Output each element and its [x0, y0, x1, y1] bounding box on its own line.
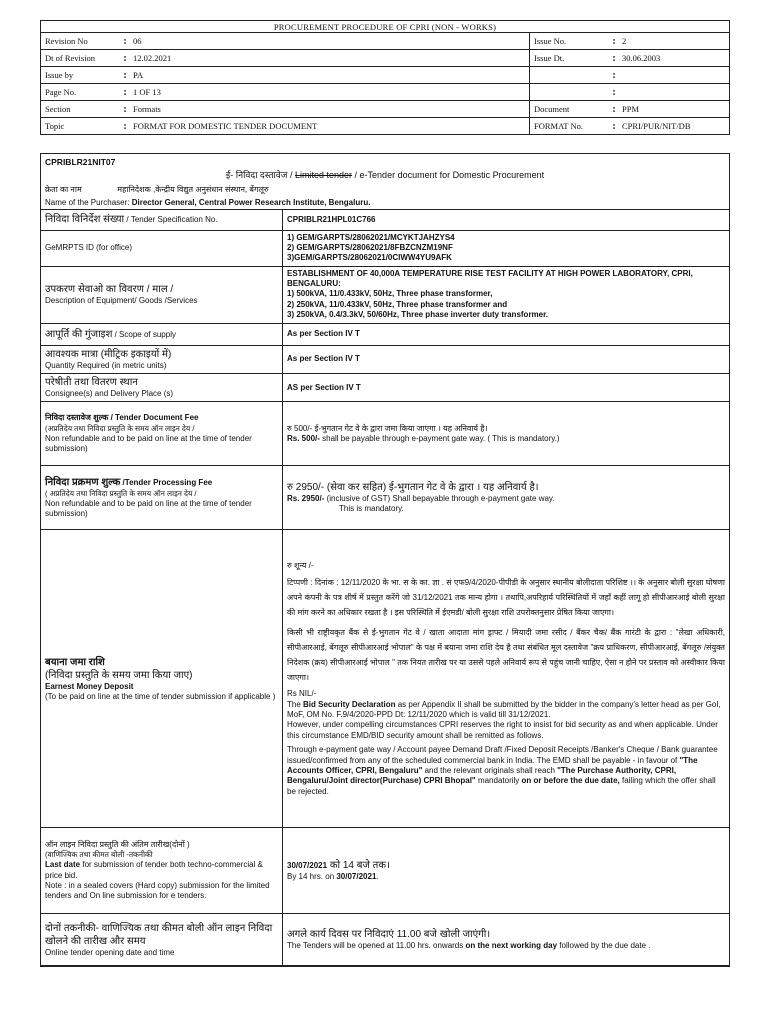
- row-scope: आपूर्ति की गुंजाइश / Scope of supply As per Section IV T: [41, 323, 729, 345]
- header-row-topic: Topic : FORMAT FOR DOMESTIC TENDER DOCUMENT FORMAT No. : CPRI/PUR/NIT/DB: [41, 118, 730, 135]
- processing-fee-value: रु 2950/- (सेवा कर सहित) ई-भुगतान गेट वे के द्वारा । यह अनिवार्य है। Rs. 2950/- (inclusive of GST) Shall bepayable through e-payment gate way. This is mandatory.: [283, 466, 730, 530]
- tender-details-table: [41, 210, 729, 966]
- header-row-page: Page No. : 1 OF 13 :: [41, 84, 730, 101]
- purchaser-hindi: क्रेता का नाम महानिदेशक ,केन्द्रीय विद्युत अनुसंधान संस्थान, बेंगलूरु: [45, 185, 269, 194]
- row-consignee: परेषीती तथा वितरण स्थान Consignee(s) and Delivery Place (s) AS per Section IV T: [41, 374, 729, 402]
- header-row-issue-by: Issue by : PA :: [41, 67, 730, 84]
- row-equipment: उपकरण सेवाओ का विवरण / माल / Description of Equipment/ Goods /Services ESTABLISHMENT OF 40,000A TEMPERATURE RISE TEST FACILITY AT HIGH POWER LABORATORY, CPRI, BENGALURU: 1) 500kVA, 11/0.433kV, 50Hz, Three phase transformer, 2) 250kVA, 11/0.433kV, 50Hz, Three phase transformer and 3) 250kVA, 0.4/3.3kV, 50/60Hz, Three phase inverter duty transformer.: [41, 266, 729, 323]
- document-title: ई- निविदा दस्तावेज / Limited tender / e-Tender document for Domestic Procurement: [225, 170, 545, 180]
- document-page: [40, 20, 730, 957]
- tender-heading: [41, 154, 729, 210]
- document-fee-value: रु 500/- ई-भुगतान गेट वे के द्वारा जमा किया जाएगा । यह अनिवार्य है। Rs. 500/- shall be payable through e-payment gate way. ( This is mandatory.): [283, 402, 730, 466]
- header-row-section: Section : Formats Document : PPM: [41, 101, 730, 118]
- row-quantity: आवश्यक मात्रा (मीट्रिक इकाइयों में) Quantity Required (in metric units) As per Section IV T: [41, 345, 729, 373]
- spec-no-value: CPRIBLR21HPL01C766: [283, 210, 730, 230]
- procedure-header-table: [40, 20, 730, 135]
- header-row-revision: Revision No : 06 Issue No. : 2: [41, 33, 730, 50]
- purchaser-english: Name of the Purchaser: Director General, Central Power Research Institute, Bengaluru.: [45, 198, 371, 207]
- nit-code: CPRIBLR21NIT07: [45, 157, 116, 167]
- row-earnest-money: बयाना जमा राशि (निविदा प्रस्तुति के समय जमा किया जाए) Earnest Money Deposit (To be paid on line at the time of tender submission if applicable ) रु शून्य /- टिप्पणी : दिनांक : 12/11/2020 के भा. स के का. ज्ञा . सं एफ9/4/2020-पीपीडी के अनुसार स्थानीय बोलीदाता परिशिष्ट ।। के अनुसार बोली सुरक्षा घोषणा अपने कंपनी के पत्र शीर्ष में प्रस्तुत करेंगे जो 31/12/2021 तक मान्य होगा । तथापि,अपरिहार्य परिस्थितियों में जहाँ कहीं लागू हो सीपीआरआई बोली सुरक्षा की मांग करने का अधिकार रखता है । इस परिस्थिति में ईएमडी/ बोली सुरक्षा राशि उपरोक्तनुसार प्रेषित किया जाएगा। किसी भी राष्ट्रीयकृत बैंक से ई-भुगतान गेट वे / खाता आदाता मांग ड्राफ्ट / मियादी जमा रसीद / बैंकर चैक/ बैंक गारंटी के द्वारा : "लेखा अधिकारी, सीपीआरआई, बेंगलूरु सीपीआरआई भोपाल" के पक्ष में बयाना जमा राशि देय है तथा संबंधित मूल दस्तावेज "क्रय प्राधिकरण, सीपीआरआई, बेंगलूरु /संयुक्त निदेशक (क्रय) सीपीआरआई भोपाल " तक नियत तारीख पर या उससे पहले अनिवार्य रूप से पहुंच जानी चाहिए, ऐसा न होने पर प्रस्ताव को अस्वीकार किया जाएगा। Rs NIL/- The Bid Security Declaration as per Appendix II shall be submitted by the bidder in the company's letter head as per GoI, MoF, OM No. F.9/4/2020-PPD Dt: 12/11/2020 which is valid till 31/12/2021. However, under compelling circumstances CPRI reserves the right to insist for bid security as and when applicable. Under this circumstance EMD/BID security amount shall be remitted as follows. Through e-payment gate way / Account payee Demand Draft /Fixed Deposit Receipts /Banker's Cheque / Bank guarantee issued/confirmed from any of the scheduled commercial bank in India. The EMD shall be payable - in favour of "The Accounts Officer, CPRI, Bengaluru" and the relevant originals shall reach "The Purchase Authority, CPRI, Bengaluru/Joint director(Purchase) CPRI Bhopal" mandatorily on or before the due date, failing which the offer shall be rejected.: [41, 530, 729, 828]
- equipment-values: ESTABLISHMENT OF 40,000A TEMPERATURE RISE TEST FACILITY AT HIGH POWER LABORATORY, CPRI, BENGALURU: 1) 500kVA, 11/0.433kV, 50Hz, Three phase transformer, 2) 250kVA, 11/0.433kV, 50Hz, Three phase transformer and 3) 250kVA, 0.4/3.3kV, 50/60Hz, Three phase inverter duty transformer.: [283, 266, 730, 323]
- row-gemrpts: GeMRPTS ID (for office) 1) GEM/GARPTS/28062021/MCYKTJAHZYS4 2) GEM/GARPTS/28062021/8FBZCNZM19NF 3)GEM/GARPTS/28062021/0CIWW4YU9AFK: [41, 230, 729, 266]
- earnest-money-value: रु शून्य /- टिप्पणी : दिनांक : 12/11/2020 के भा. स के का. ज्ञा . सं एफ9/4/2020-पीपीडी के अनुसार स्थानीय बोलीदाता परिशिष्ट ।। के अनुसार बोली सुरक्षा घोषणा अपने कंपनी के पत्र शीर्ष में प्रस्तुत करेंगे जो 31/12/2021 तक मान्य होगा । तथापि,अपरिहार्य परिस्थितियों में जहाँ कहीं लागू हो सीपीआरआई बोली सुरक्षा की मांग करने का अधिकार रखता है । इस परिस्थिति में ईएमडी/ बोली सुरक्षा राशि उपरोक्तनुसार प्रेषित किया जाएगा। किसी भी राष्ट्रीयकृत बैंक से ई-भुगतान गेट वे / खाता आदाता मांग ड्राफ्ट / मियादी जमा रसीद / बैंकर चैक/ बैंक गारंटी के द्वारा : "लेखा अधिकारी, सीपीआरआई, बेंगलूरु सीपीआरआई भोपाल" के पक्ष में बयाना जमा राशि देय है तथा संबंधित मूल दस्तावेज "क्रय प्राधिकरण, सीपीआरआई, बेंगलूरु /संयुक्त निदेशक (क्रय) सीपीआरआई भोपाल " तक नियत तारीख पर या उससे पहले अनिवार्य रूप से पहुंच जानी चाहिए, ऐसा न होने पर प्रस्ताव को अस्वीकार किया जाएगा। Rs NIL/- The Bid Security Declaration as per Appendix II shall be submitted by the bidder in the company's letter head as per GoI, MoF, OM No. F.9/4/2020-PPD Dt: 12/11/2020 which is valid till 31/12/2021. However, under compelling circumstances CPRI reserves the right to insist for bid security as and when applicable. Under this circumstance EMD/BID security amount shall be remitted as follows. Through e-payment gate way / Account payee Demand Draft /Fixed Deposit Receipts /Banker's Cheque / Bank guarantee issued/confirmed from any of the scheduled commercial bank in India. The EMD shall be payable - in favour of "The Accounts Officer, CPRI, Bengaluru" and the relevant originals shall reach "The Purchase Authority, CPRI, Bengaluru/Joint director(Purchase) CPRI Bhopal" mandatorily on or before the due date, failing which the offer shall be rejected.: [283, 530, 730, 828]
- row-spec-no: निविदा विनिर्देश संख्या / Tender Specification No. CPRIBLR21HPL01C766: [41, 210, 729, 230]
- procedure-title: PROCUREMENT PROCEDURE OF CPRI (NON - WORKS): [41, 21, 730, 33]
- row-document-fee: निविदा दस्तावेज शुल्क / Tender Document Fee (अप्रतिदेय तथा निविदा प्रस्तुति के समय ऑन लाइन देय / Non refundable and to be paid on line at the time of tender submission) रु 500/- ई-भुगतान गेट वे के द्वारा जमा किया जाएगा । यह अनिवार्य है। Rs. 500/- shall be payable through e-payment gate way. ( This is mandatory.): [41, 402, 729, 466]
- row-last-date: ऑन लाइन निविदा प्रस्तुति की अंतिम तारीख(दोनों ) (वाणिज्यिक तथा कीमत बोली -तकनीकी Last date for submission of tender both techno-commercial & price bid. Note : in a sealed covers (Hard copy) submission for the limited tenders and On line submission for e tenders. 30/07/2021 को 14 बजे तक। By 14 hrs. on 30/07/2021.: [41, 828, 729, 914]
- last-date-value: 30/07/2021 को 14 बजे तक। By 14 hrs. on 30/07/2021.: [283, 828, 730, 914]
- row-processing-fee: निविदा प्रक्रमण शुल्क /Tender Processing Fee ( अप्रतिदेय तथा निविदा प्रस्तुति के समय ऑन लाइन देय / Non refundable and to be paid on line at the time of tender submission) रु 2950/- (सेवा कर सहित) ई-भुगतान गेट वे के द्वारा । यह अनिवार्य है। Rs. 2950/- (inclusive of GST) Shall bepayable through e-payment gate way. This is mandatory.: [41, 466, 729, 530]
- row-opening-date: दोनों तकनीकी- वाणिज्यिक तथा कीमत बोली ऑन लाइन निविदा खोलने की तारीख और समय Online tender opening date and time अगले कार्य दिवस पर निविदाएं 11.00 बजे खोली जाएंगी। The Tenders will be opened at 11.00 hrs. onwards on the next working day followed by the due date .: [41, 914, 729, 966]
- gemrpts-values: 1) GEM/GARPTS/28062021/MCYKTJAHZYS4 2) GEM/GARPTS/28062021/8FBZCNZM19NF 3)GEM/GARPTS/28062021/0CIWW4YU9AFK: [283, 230, 730, 266]
- tender-document-block: [40, 153, 730, 967]
- header-row-date: Dt of Revision : 12.02.2021 Issue Dt. : 30.06.2003: [41, 50, 730, 67]
- opening-date-value: अगले कार्य दिवस पर निविदाएं 11.00 बजे खोली जाएंगी। The Tenders will be opened at 11.00 hrs. onwards on the next working day followed by the due date .: [283, 914, 730, 966]
